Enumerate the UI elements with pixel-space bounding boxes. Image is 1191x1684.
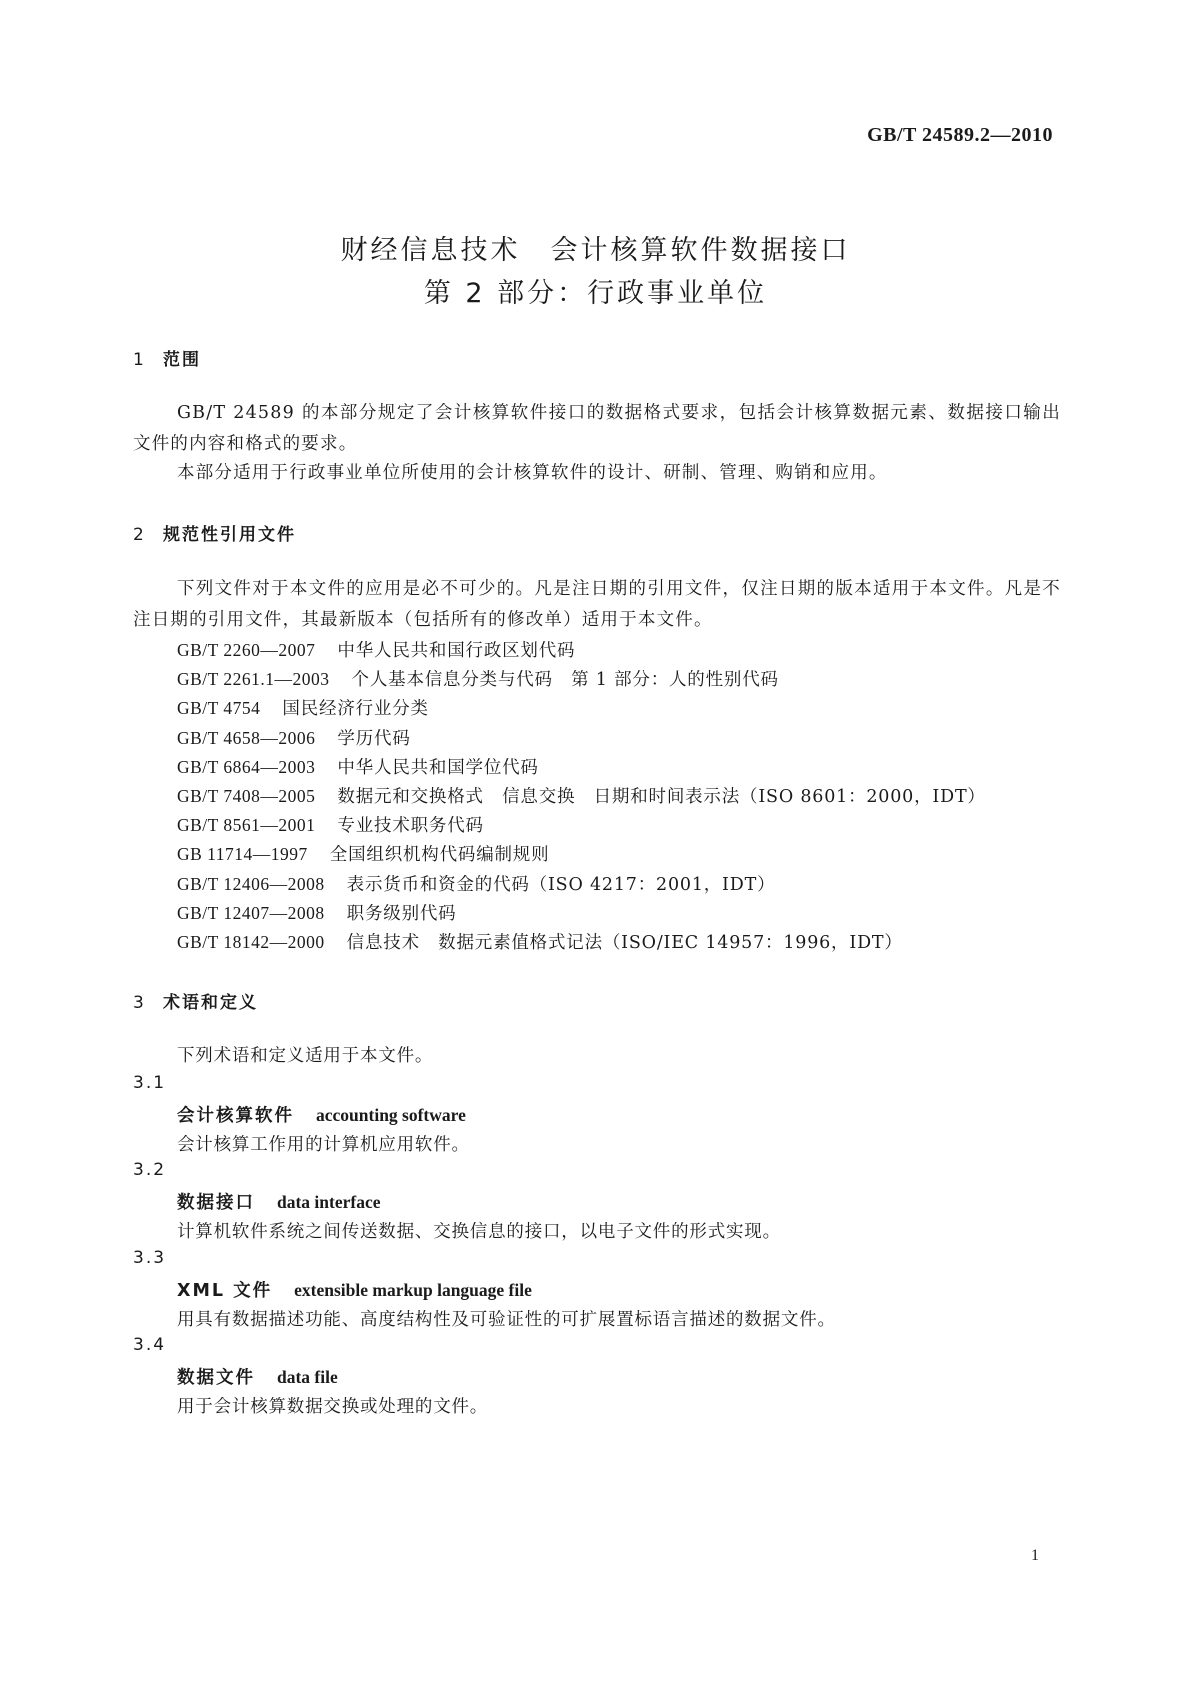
- section-title: 术语和定义: [163, 993, 258, 1013]
- reference-title: 专业技术职务代码: [337, 816, 484, 836]
- term-name: [177, 1189, 381, 1214]
- term-name-zh: 会计核算软件: [177, 1106, 294, 1126]
- term-name: [177, 1277, 532, 1302]
- document-title-line-1: 财经信息技术 会计核算软件数据接口: [340, 235, 851, 266]
- term-name-en: data interface: [277, 1192, 381, 1212]
- reference-code: GB/T 4658—2006: [177, 728, 316, 748]
- term-number: 3.3: [133, 1248, 167, 1268]
- reference-code: GB/T 4754: [177, 698, 261, 718]
- standard-code: GB/T 24589.2—2010: [867, 124, 1053, 146]
- reference-code: GB 11714—1997: [177, 844, 308, 864]
- term-definition: 会计核算工作用的计算机应用软件。: [177, 1135, 470, 1155]
- reference-item: [177, 871, 775, 896]
- reference-code: GB/T 18142—2000: [177, 932, 325, 952]
- section-title: 规范性引用文件: [163, 525, 296, 545]
- term-name-en: data file: [277, 1367, 338, 1387]
- reference-item: [177, 841, 549, 866]
- reference-item: [177, 900, 456, 925]
- reference-code: GB/T 7408—2005: [177, 786, 316, 806]
- reference-code: GB/T 6864—2003: [177, 757, 316, 777]
- reference-title: 职务级别代码: [346, 904, 457, 924]
- reference-title: 个人基本信息分类与代码 第 1 部分：人的性别代码: [351, 670, 779, 690]
- reference-code: GB/T 12407—2008: [177, 903, 325, 923]
- reference-title: 学历代码: [337, 729, 411, 749]
- term-definition: 用于会计核算数据交换或处理的文件。: [177, 1397, 489, 1417]
- reference-title: 国民经济行业分类: [282, 699, 429, 719]
- reference-item: [177, 929, 903, 954]
- term-number: 3.2: [133, 1160, 167, 1180]
- section-number: 1: [133, 350, 146, 370]
- document-title-line-2: 第 2 部分：行政事业单位: [423, 278, 768, 309]
- reference-item: [177, 637, 575, 662]
- reference-item: [177, 812, 484, 837]
- references-intro: 下列文件对于本文件的应用是必不可少的。凡是注日期的引用文件，仅注日期的版本适用于本文件。凡是不注日期的引用文件，其最新版本（包括所有的修改单）适用于本文件。: [133, 579, 1061, 630]
- scope-paragraph-2: 本部分适用于行政事业单位所使用的会计核算软件的设计、研制、管理、购销和应用。: [177, 463, 888, 483]
- scope-paragraph-1: GB/T 24589 的本部分规定了会计核算软件接口的数据格式要求，包括会计核算数据元素、数据接口输出文件的内容和格式的要求。: [133, 403, 1061, 454]
- reference-code: GB/T 8561—2001: [177, 815, 316, 835]
- section-1-heading: [133, 345, 201, 370]
- section-title: 范围: [163, 350, 201, 370]
- term-number: 3.4: [133, 1335, 167, 1355]
- section-number: 3: [133, 993, 146, 1013]
- reference-code: GB/T 12406—2008: [177, 874, 325, 894]
- term-name-zh: 数据接口: [177, 1193, 255, 1213]
- term-definition: 计算机软件系统之间传送数据、交换信息的接口，以电子文件的形式实现。: [177, 1222, 781, 1242]
- reference-title: 表示货币和资金的代码（ISO 4217：2001，IDT）: [346, 875, 776, 895]
- section-number: 2: [133, 525, 146, 545]
- reference-item: [177, 666, 779, 691]
- terms-intro: 下列术语和定义适用于本文件。: [177, 1046, 434, 1066]
- term-name-zh: 数据文件: [177, 1368, 255, 1388]
- section-2-heading: [133, 520, 296, 545]
- term-name: [177, 1102, 466, 1127]
- reference-item: [177, 783, 986, 808]
- term-number: 3.1: [133, 1073, 167, 1093]
- section-3-heading: [133, 988, 258, 1013]
- term-definition: 用具有数据描述功能、高度结构性及可验证性的可扩展置标语言描述的数据文件。: [177, 1310, 836, 1330]
- reference-title: 中华人民共和国学位代码: [337, 758, 539, 778]
- term-name-zh: XML 文件: [177, 1281, 273, 1301]
- term-name: [177, 1364, 338, 1389]
- reference-item: [177, 695, 429, 720]
- reference-title: 信息技术 数据元素值格式记法（ISO/IEC 14957：1996，IDT）: [346, 933, 903, 953]
- term-name-en: extensible markup language file: [294, 1280, 532, 1300]
- reference-title: 数据元和交换格式 信息交换 日期和时间表示法（ISO 8601：2000，IDT）: [337, 787, 986, 807]
- term-name-en: accounting software: [316, 1105, 466, 1125]
- reference-item: [177, 725, 411, 750]
- reference-code: GB/T 2260—2007: [177, 640, 316, 660]
- reference-title: 全国组织机构代码编制规则: [329, 845, 550, 865]
- reference-title: 中华人民共和国行政区划代码: [337, 641, 576, 661]
- reference-code: GB/T 2261.1—2003: [177, 669, 330, 689]
- page-number: 1: [1031, 1547, 1039, 1564]
- reference-item: [177, 754, 539, 779]
